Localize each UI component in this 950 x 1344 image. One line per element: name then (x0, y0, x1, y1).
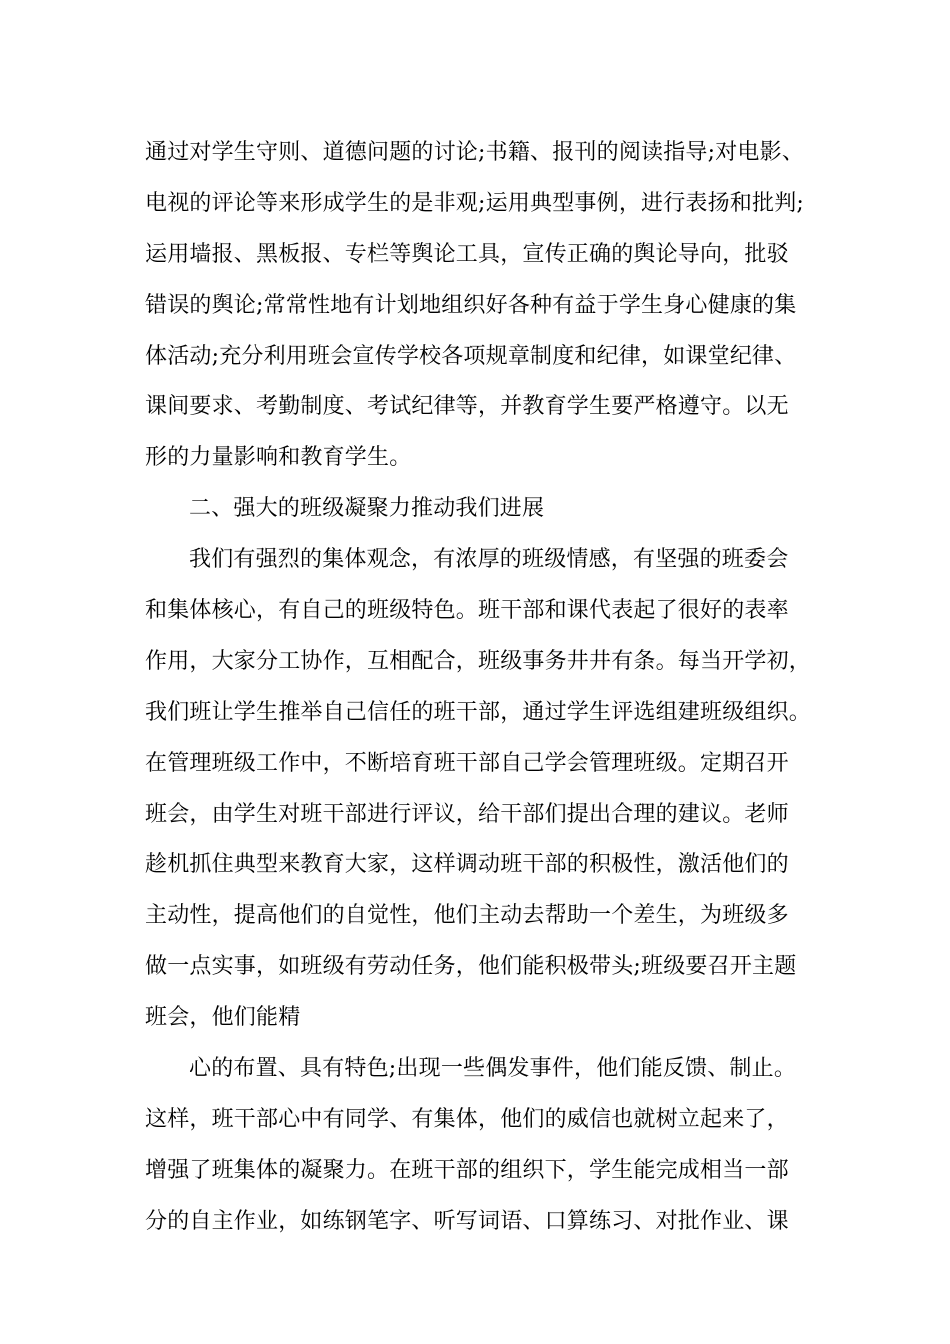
text-line: 班会，由学生对班干部进行评议，给干部们提出合理的建议。老师 (145, 801, 789, 827)
text-line: 我们班让学生推举自己信任的班干部，通过学生评选组建班级组织。 (145, 699, 812, 725)
paragraph-4 (145, 1044, 825, 1248)
text-line: 增强了班集体的凝聚力。在班干部的组织下，学生能完成相当一部 (145, 1157, 789, 1183)
section-heading-text: 二、强大的班级凝聚力推动我们进展 (189, 496, 545, 522)
text-line: 错误的舆论;常常性地有计划地组织好各种有益于学生身心健康的集 (145, 292, 797, 318)
text-line: 形的力量影响和教育学生。 (145, 445, 412, 471)
text-line: 这样，班干部心中有同学、有集体，他们的威信也就树立起来了， (145, 1106, 789, 1132)
text-line: 分的自主作业，如练钢笔字、听写词语、口算练习、对批作业、课 (145, 1208, 789, 1234)
text-line: 体活动;充分利用班会宣传学校各项规章制度和纪律，如课堂纪律、 (145, 343, 797, 369)
text-line: 心的布置、具有特色;出现一些偶发事件，他们能反馈、制止。 (189, 1056, 797, 1082)
text-line: 做一点实事，如班级有劳动任务，他们能积极带头;班级要召开主题 (145, 954, 797, 980)
text-line: 和集体核心，有自己的班级特色。班干部和课代表起了很好的表率 (145, 598, 789, 624)
text-line: 电视的评论等来形成学生的是非观;运用典型事例，进行表扬和批判; (145, 190, 805, 216)
text-line: 通过对学生守则、道德问题的讨论;书籍、报刊的阅读指导;对电影、 (145, 140, 805, 165)
paragraph-3 (145, 535, 825, 1044)
text-line: 在管理班级工作中，不断培育班干部自己学会管理班级。定期召开 (145, 750, 789, 776)
text-line: 作用，大家分工协作，互相配合，班级事务井井有条。每当开学初， (145, 648, 812, 674)
text-line: 课间要求、考勤制度、考试纪律等，并教育学生要严格遵守。以无 (145, 394, 789, 420)
text-line: 班会，他们能精 (145, 1005, 301, 1031)
text-line: 运用墙报、黑板报、专栏等舆论工具，宣传正确的舆论导向，批驳 (145, 241, 789, 267)
text-line: 趁机抓住典型来教育大家，这样调动班干部的积极性，激活他们的 (145, 852, 789, 878)
text-line: 我们有强烈的集体观念，有浓厚的班级情感，有坚强的班委会 (189, 547, 789, 573)
paragraph-1 (145, 128, 825, 484)
section-heading (145, 484, 825, 535)
text-line: 主动性，提高他们的自觉性，他们主动去帮助一个差生，为班级多 (145, 903, 789, 929)
document-page (145, 128, 825, 1248)
